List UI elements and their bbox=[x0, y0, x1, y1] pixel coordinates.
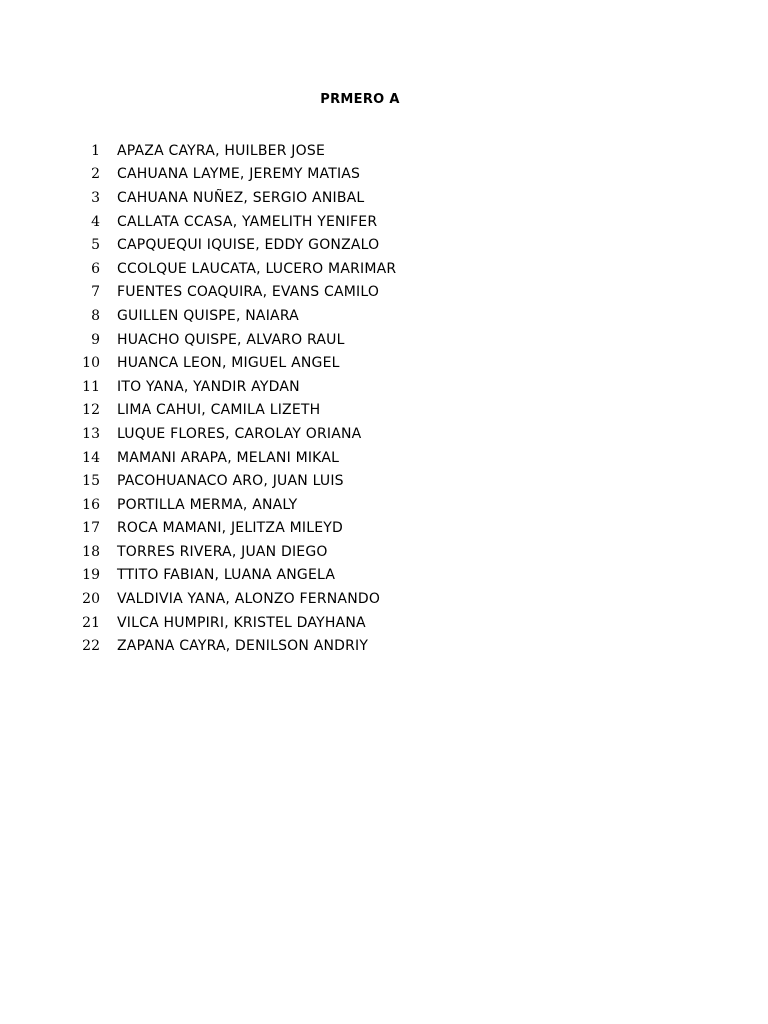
list-item bbox=[78, 304, 396, 328]
list-item bbox=[78, 469, 396, 493]
student-name: PORTILLA MERMA, ANALY bbox=[117, 496, 298, 513]
student-name: FUENTES COAQUIRA, EVANS CAMILO bbox=[117, 284, 380, 301]
list-item bbox=[78, 257, 396, 281]
student-number: 10 bbox=[82, 355, 100, 372]
student-number: 6 bbox=[91, 260, 100, 277]
student-number: 14 bbox=[82, 449, 100, 466]
student-name: CAPQUEQUI IQUISE, EDDY GONZALO bbox=[117, 237, 380, 254]
student-number: 1 bbox=[91, 142, 100, 159]
page-title: PRMERO A bbox=[320, 92, 400, 107]
student-number: 2 bbox=[91, 166, 100, 183]
student-number: 18 bbox=[82, 543, 100, 560]
student-number: 3 bbox=[91, 189, 100, 206]
student-name: CALLATA CCASA, YAMELITH YENIFER bbox=[117, 213, 378, 230]
student-number: 22 bbox=[82, 638, 100, 655]
student-name: GUILLEN QUISPE, NAIARA bbox=[117, 307, 299, 324]
student-name: VILCA HUMPIRI, KRISTEL DAYHANA bbox=[117, 614, 366, 631]
student-name: HUANCA LEON, MIGUEL ANGEL bbox=[117, 355, 340, 372]
list-item bbox=[78, 493, 396, 517]
student-number: 12 bbox=[82, 402, 100, 419]
list-item bbox=[78, 611, 396, 635]
student-name: APAZA CAYRA, HUILBER JOSE bbox=[117, 142, 325, 159]
student-name: LIMA CAHUI, CAMILA LIZETH bbox=[117, 402, 321, 419]
student-name: ZAPANA CAYRA, DENILSON ANDRIY bbox=[117, 638, 369, 655]
student-name: ROCA MAMANI, JELITZA MILEYD bbox=[117, 520, 344, 537]
student-number: 11 bbox=[82, 378, 100, 395]
list-item bbox=[78, 281, 396, 305]
student-name: PACOHUANACO ARO, JUAN LUIS bbox=[117, 473, 344, 490]
student-number: 7 bbox=[91, 284, 100, 301]
list-item bbox=[78, 210, 396, 234]
student-name: LUQUE FLORES, CAROLAY ORIANA bbox=[117, 425, 362, 442]
student-number: 20 bbox=[82, 591, 100, 608]
list-item bbox=[78, 517, 396, 541]
student-name: VALDIVIA YANA, ALONZO FERNANDO bbox=[117, 591, 381, 608]
student-number: 17 bbox=[82, 520, 100, 537]
list-item bbox=[78, 233, 396, 257]
student-number: 15 bbox=[82, 473, 100, 490]
student-list bbox=[78, 139, 396, 658]
student-name: TORRES RIVERA, JUAN DIEGO bbox=[117, 543, 328, 560]
student-number: 16 bbox=[82, 496, 100, 513]
list-item bbox=[78, 540, 396, 564]
student-number: 8 bbox=[91, 307, 100, 324]
list-item bbox=[78, 163, 396, 187]
list-item bbox=[78, 422, 396, 446]
list-item bbox=[78, 634, 396, 658]
student-name: CAHUANA LAYME, JEREMY MATIAS bbox=[117, 166, 361, 183]
student-number: 19 bbox=[82, 567, 100, 584]
list-item bbox=[78, 399, 396, 423]
list-item bbox=[78, 446, 396, 470]
list-item bbox=[78, 139, 396, 163]
list-item bbox=[78, 351, 396, 375]
list-item bbox=[78, 328, 396, 352]
student-name: ITO YANA, YANDIR AYDAN bbox=[117, 378, 300, 395]
student-number: 21 bbox=[82, 614, 100, 631]
student-name: CCOLQUE LAUCATA, LUCERO MARIMAR bbox=[117, 260, 397, 277]
list-item bbox=[78, 186, 396, 210]
student-number: 5 bbox=[91, 237, 100, 254]
student-number: 9 bbox=[91, 331, 100, 348]
list-item bbox=[78, 587, 396, 611]
student-name: HUACHO QUISPE, ALVARO RAUL bbox=[117, 331, 345, 348]
student-number: 4 bbox=[91, 213, 100, 230]
student-name: TTITO FABIAN, LUANA ANGELA bbox=[117, 567, 336, 584]
student-number: 13 bbox=[82, 425, 100, 442]
student-name: CAHUANA NUÑEZ, SERGIO ANIBAL bbox=[117, 189, 365, 206]
list-item bbox=[78, 564, 396, 588]
list-item bbox=[78, 375, 396, 399]
student-name: MAMANI ARAPA, MELANI MIKAL bbox=[117, 449, 340, 466]
